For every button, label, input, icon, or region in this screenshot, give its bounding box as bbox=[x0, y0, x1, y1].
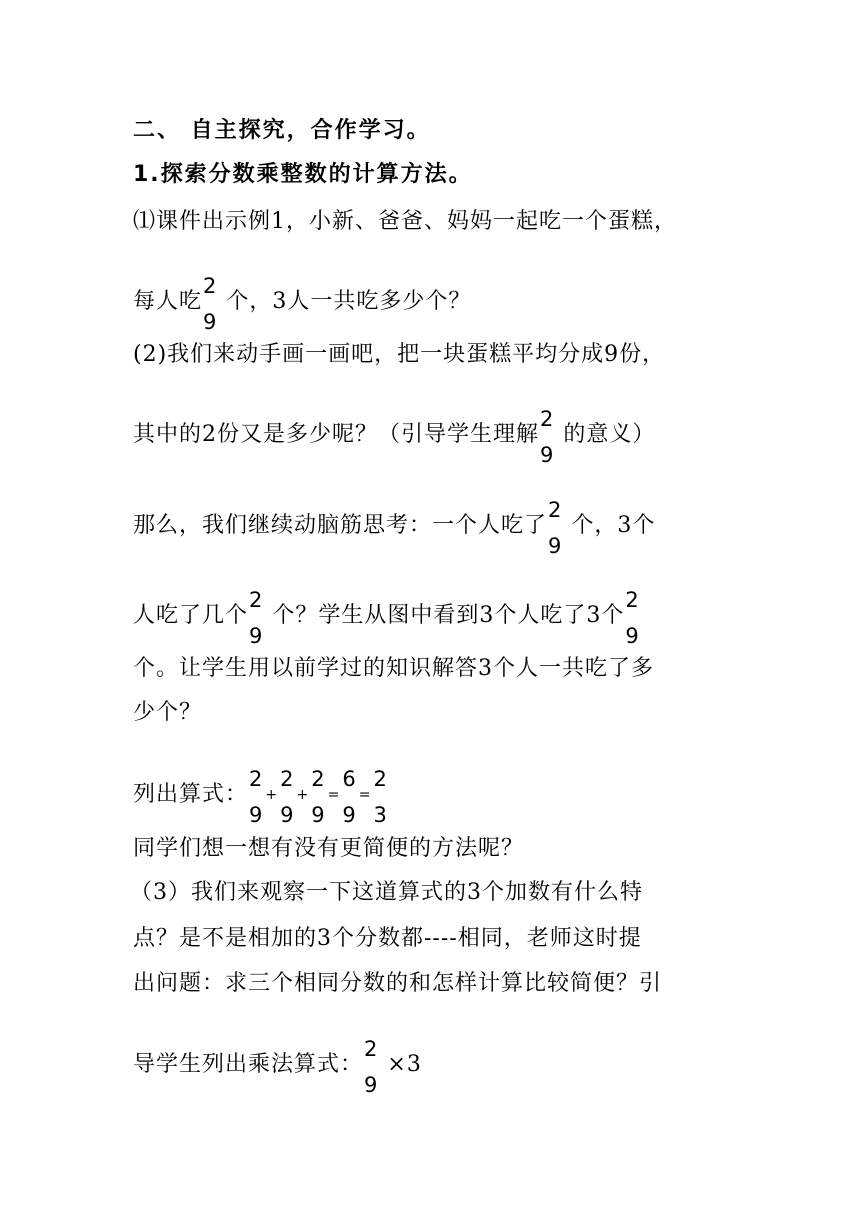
fraction: 2 9 bbox=[203, 274, 218, 334]
paragraph-line: 其中的2份又是多少呢？（引导学生理解 2 9 的意义） bbox=[133, 407, 656, 467]
paragraph-line: 导学生列出乘法算式： 2 9 ×3 bbox=[133, 1037, 422, 1097]
paragraph-line: 那么，我们继续动脑筋思考：一个人吃了 2 9 个，3个 bbox=[133, 498, 656, 558]
section-heading: 二、 自主探究，合作学习。 bbox=[133, 118, 431, 143]
fraction: 2 9 bbox=[249, 767, 264, 827]
fraction-result: 2 3 bbox=[373, 767, 388, 827]
equals-sign: = bbox=[327, 787, 341, 803]
fraction: 2 9 bbox=[548, 498, 563, 558]
subsection-heading: 1.探索分数乘整数的计算方法。 bbox=[133, 162, 473, 187]
paragraph-line: ⑴课件出示例1，小新、爸爸、妈妈一起吃一个蛋糕， bbox=[133, 209, 677, 234]
equation-line: 列出算式： 2 9 + 2 9 + 2 9 = 6 9 = 2 3 bbox=[133, 767, 388, 827]
fraction: 2 9 bbox=[364, 1037, 379, 1097]
paragraph-line: 每人吃 2 9 个，3人一共吃多少个？ bbox=[133, 274, 472, 334]
fraction: 2 9 bbox=[625, 588, 640, 648]
paragraph-line: 点？是不是相加的3个分数都----相同，老师这时提 bbox=[133, 926, 642, 951]
plus-sign: + bbox=[265, 787, 279, 803]
plus-sign: + bbox=[296, 787, 310, 803]
fraction: 2 9 bbox=[540, 407, 555, 467]
fraction: 2 9 bbox=[280, 767, 295, 827]
paragraph-line: 个。让学生用以前学过的知识解答3个人一共吃了多 bbox=[133, 656, 654, 681]
fraction-sum: 6 9 bbox=[342, 767, 357, 827]
fraction: 2 9 bbox=[311, 767, 326, 827]
paragraph-line: （3）我们来观察一下这道算式的3个加数有什么特 bbox=[130, 880, 643, 905]
paragraph-line: 人吃了几个 2 9 个？学生从图中看到3个人吃了3个 2 9 bbox=[133, 588, 640, 648]
fraction: 2 9 bbox=[249, 588, 264, 648]
paragraph-line: 出问题：求三个相同分数的和怎样计算比较简便？引 bbox=[133, 971, 663, 996]
paragraph-line: (2)我们来动手画一画吧，把一块蛋糕平均分成9份， bbox=[133, 342, 666, 367]
paragraph-line: 同学们想一想有没有更简便的方法呢？ bbox=[133, 836, 525, 861]
equals-sign: = bbox=[358, 787, 372, 803]
paragraph-line: 少个？ bbox=[133, 700, 203, 725]
